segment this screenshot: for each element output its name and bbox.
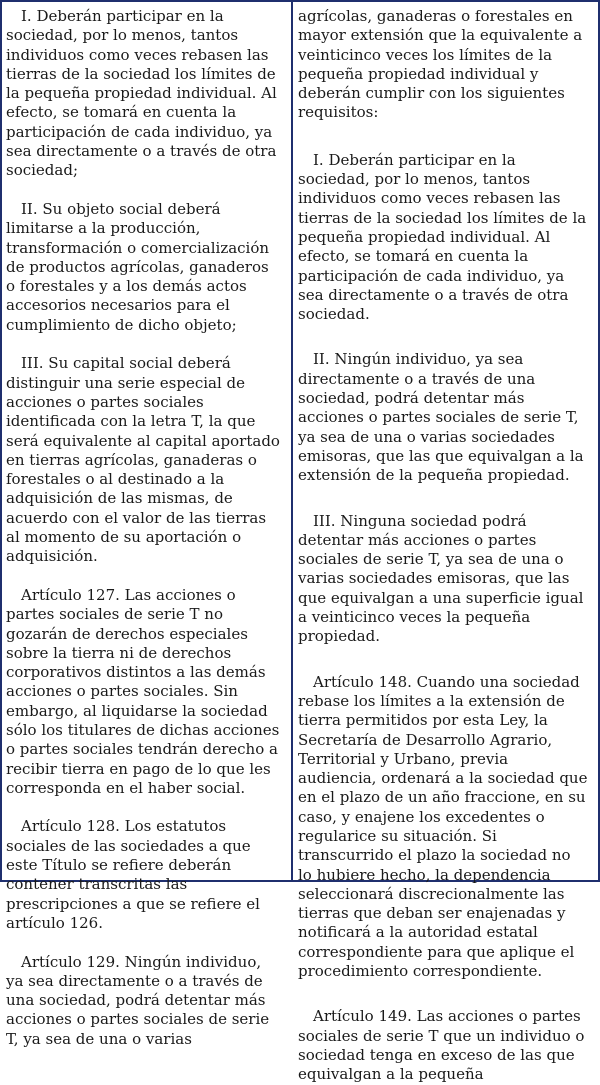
right-paragraph-article-149: Artículo 149. Las acciones o partes sociales de serie T que un individuo o sociedad tenga en exceso de las que equivalgan a la pequeña xyxy=(298,1007,585,1084)
right-paragraph-article-148: Artículo 148. Cuando una sociedad rebase los límites a la extensión de tierra permitidos por esta Ley, la Secretaría de Desarrollo Agrario, Territorial y Urbano, previa audiencia, ordenará a la sociedad que en el plazo de un año fraccione, en su caso, y enajene los excedentes o regularice su situación. Si transcurrido el plazo la sociedad no lo hubiere hecho, la dependencia seleccionará discrecionalmente las tierras que deban ser enajenadas y notificará a la autoridad estatal correspondiente para que aplique el procedimiento correspondiente. xyxy=(298,672,588,981)
left-paragraph-article-128: Artículo 128. Los estatutos sociales de las sociedades a que este Título se refiere deberán contener transcritas las prescripciones a que se refiere el artículo 126. xyxy=(6,817,260,932)
left-paragraph-fraction-i: I. Deberán participar en la sociedad, por lo menos, tantos individuos como veces rebasen las tierras de la sociedad los límites de la pequeña propiedad individual. Al efecto, se tomará en cuenta la participación de cada individuo, ya sea directamente o a través de otra sociedad; xyxy=(6,7,277,180)
right-paragraph-continuation: agrícolas, ganaderas o forestales en mayor extensión que la equivalente a veinticinco veces los límites de la pequeña propiedad individual y deberán cumplir con los siguientes requisitos: xyxy=(298,7,583,122)
right-paragraph-fraction-ii: II. Ningún individuo, ya sea directamente o a través de una sociedad, podrá detentar más acciones o partes sociales de serie T, ya sea de una o varias sociedades emisoras, que las que equivalgan a la extensión de la pequeña propiedad. xyxy=(298,350,584,485)
left-paragraph-article-127: Artículo 127. Las acciones o partes sociales de serie T no gozarán de derechos especiales sobre la tierra ni de derechos corporativos distintos a las demás acciones o partes sociales. Sin embargo, al liquidarse la sociedad sólo los titulares de dichas acciones o partes sociales tendrán derecho a recibir tierra en pago de lo que les corresponda en el haber social. xyxy=(6,585,280,797)
left-column xyxy=(2,2,293,1048)
right-paragraph-fraction-i: I. Deberán participar en la sociedad, por lo menos, tantos individuos como veces rebasen las tierras de la sociedad los límites de la pequeña propiedad individual. Al efecto, se tomará en cuenta la participación de cada individuo, ya sea directamente o a través de otra sociedad. xyxy=(298,150,587,324)
right-column xyxy=(293,2,598,1084)
left-paragraph-fraction-iii: III. Su capital social deberá distinguir una serie especial de acciones o partes sociales identificada con la letra T, la que será equivalente al capital aportado en tierras agrícolas, ganaderas o forestales o al destinado a la adquisición de las mismas, de acuerdo con el valor de las tierras al momento de su aportación o adquisición. xyxy=(6,354,280,566)
right-paragraph-fraction-iii: III. Ninguna sociedad podrá detentar más acciones o partes sociales de serie T, ya sea de una o varias sociedades emisoras, que las que equivalgan a una superficie igual a veinticinco veces la pequeña propiedad. xyxy=(298,511,584,646)
left-paragraph-article-129: Artículo 129. Ningún individuo, ya sea directamente o a través de una sociedad, podrá detentar más acciones o partes sociales de serie T, ya sea de una o varias xyxy=(6,952,270,1048)
left-paragraph-fraction-ii: II. Su objeto social deberá limitarse a la producción, transformación o comercialización de productos agrícolas, ganaderos o forestales y a los demás actos accesorios necesarios para el cumplimiento de dicho objeto; xyxy=(6,199,270,334)
